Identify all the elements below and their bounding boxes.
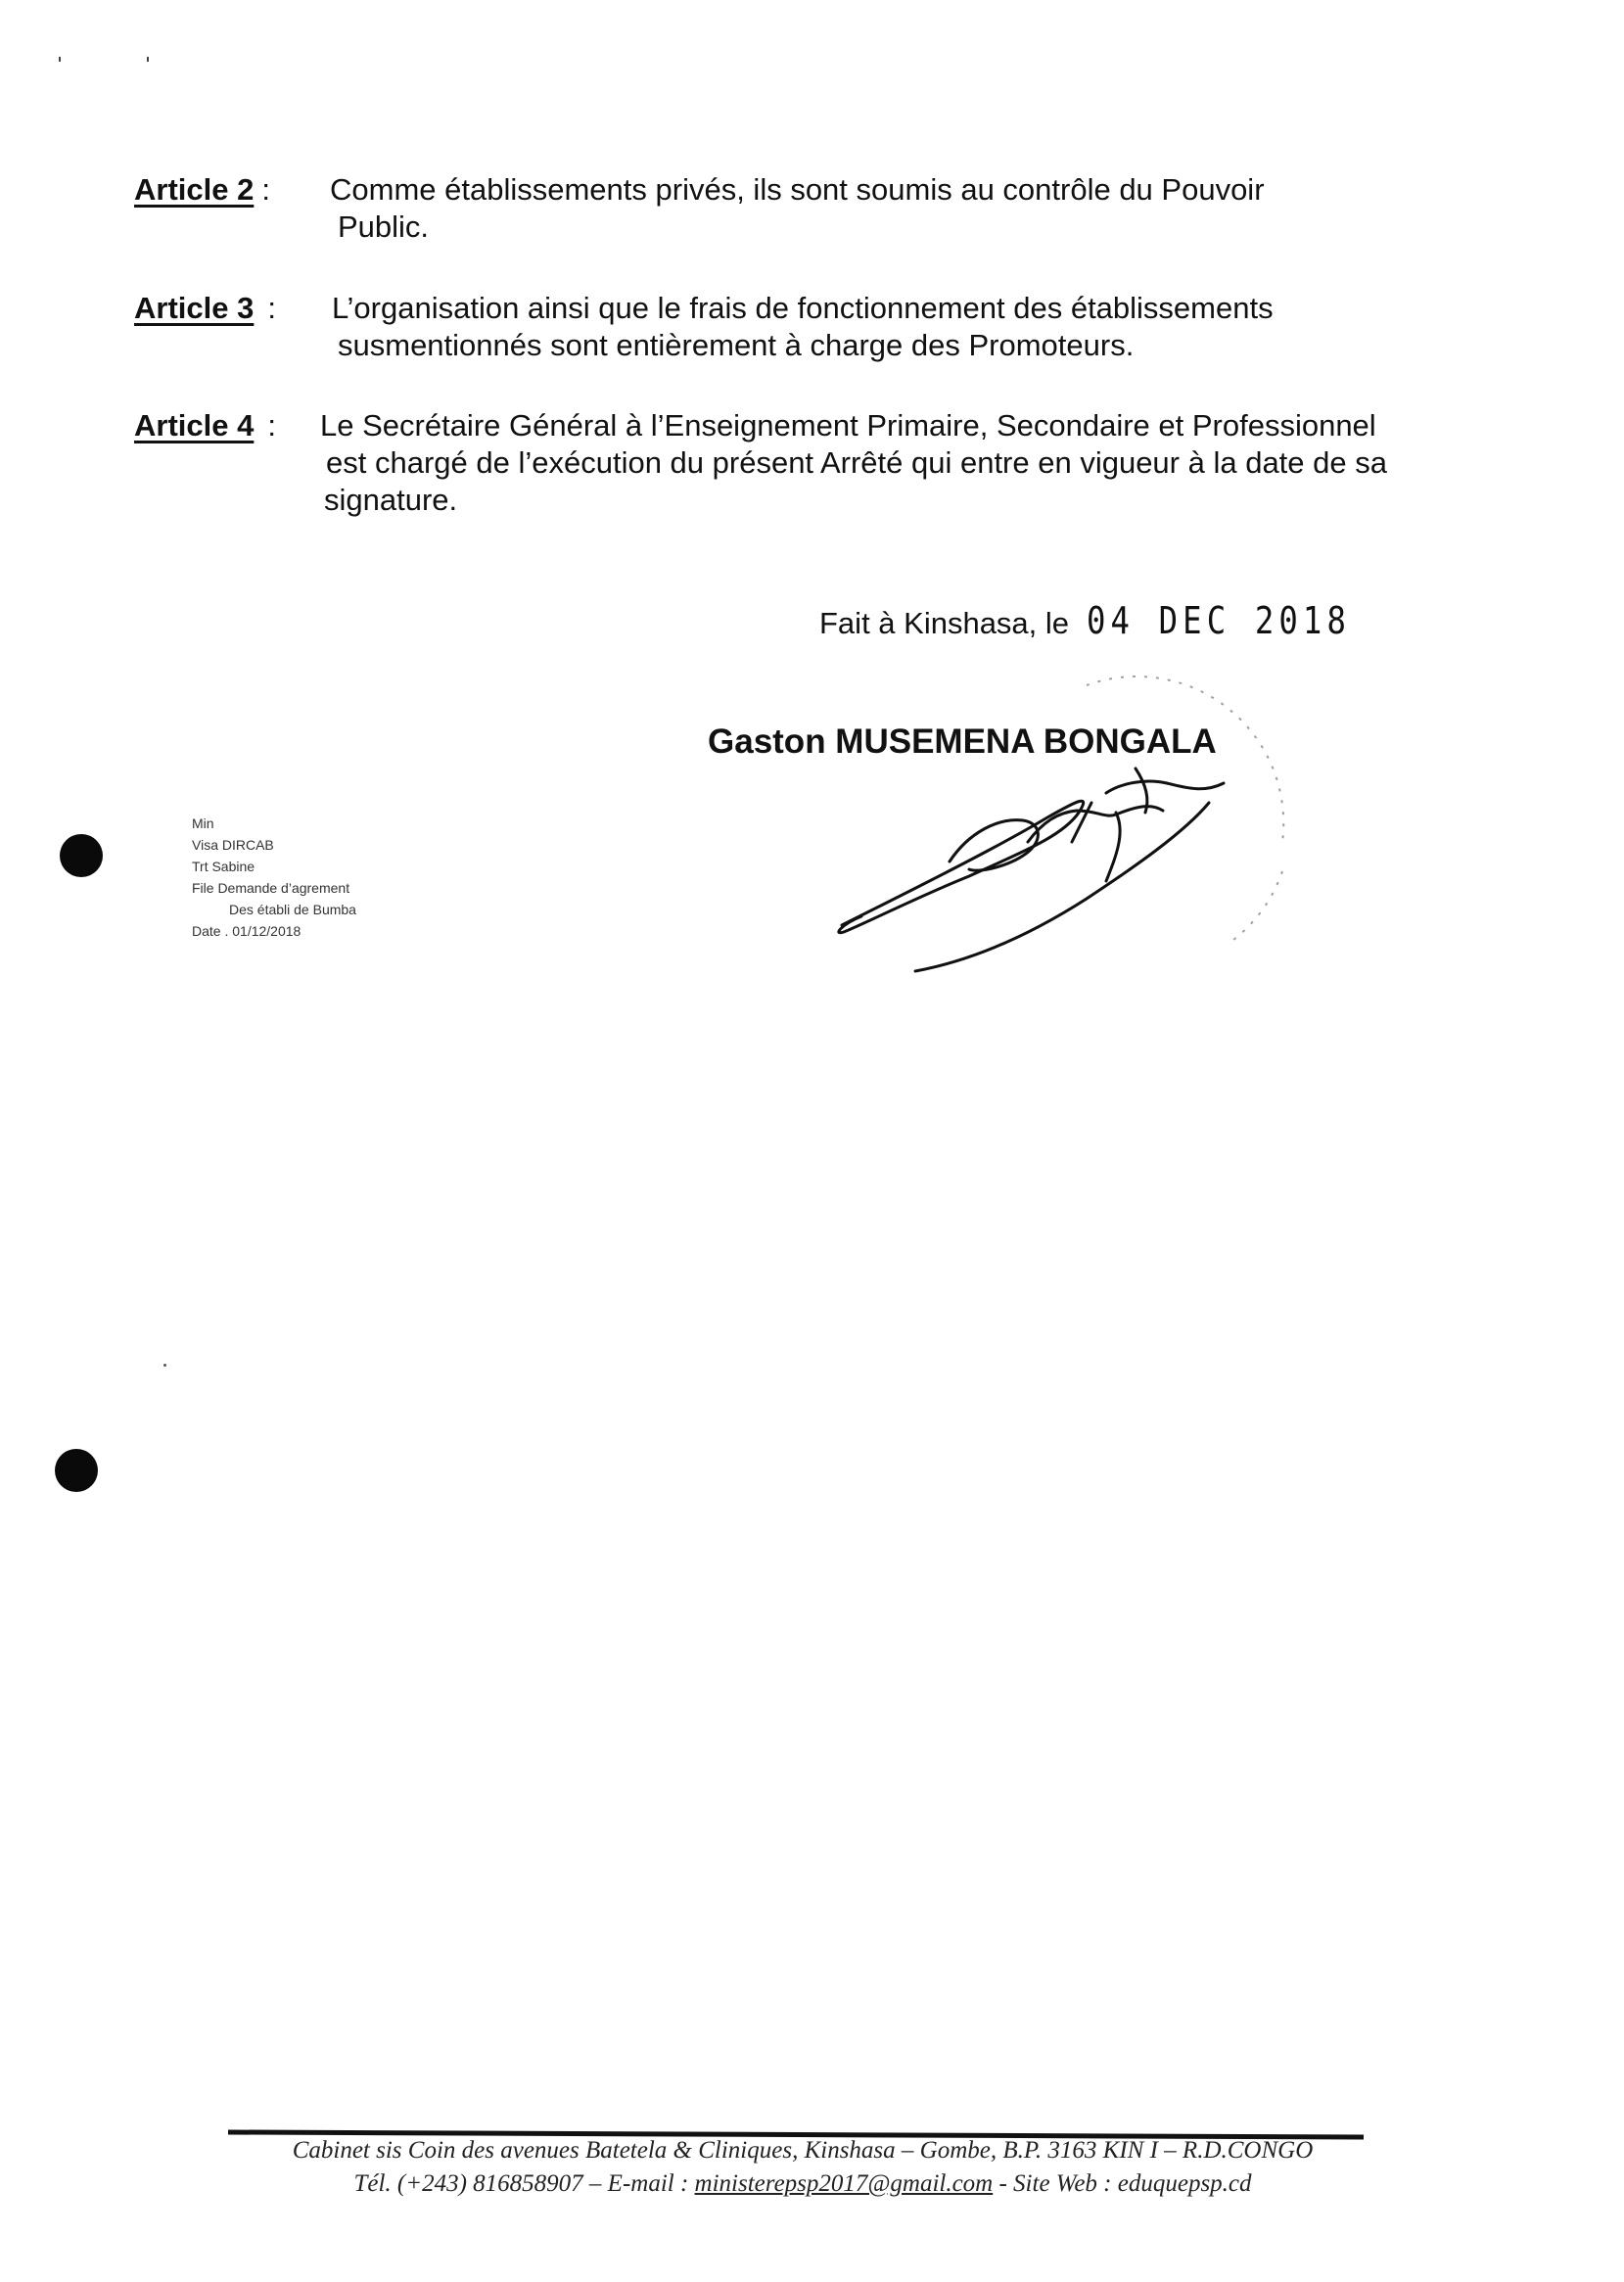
admin-note-line: Visa DIRCAB <box>192 837 274 853</box>
article-colon: : <box>261 172 270 207</box>
footer-address: Cabinet sis Coin des avenues Batetela & Cliniques, Kinshasa – Gombe, B.P. 3163 KIN I – R.D.CONGO <box>292 2137 1314 2164</box>
footer-phone: Tél. (+243) 816858907 – E-mail : <box>353 2170 689 2197</box>
footer-contact <box>196 2167 1410 2201</box>
admin-note-line: Des établi de Bumba <box>229 902 356 917</box>
article-line: signature. <box>324 483 458 517</box>
admin-routing-note <box>192 813 356 942</box>
article-heading <box>134 171 270 209</box>
article-colon: : <box>267 291 276 325</box>
admin-note-line: Date . 01/12/2018 <box>192 923 302 939</box>
scan-speck <box>147 57 149 62</box>
article-line: Public. <box>338 210 430 244</box>
scan-speck <box>59 57 61 62</box>
article-heading <box>134 290 276 327</box>
article-line: Comme établissements privés, ils sont soumis au contrôle du Pouvoir <box>330 172 1265 207</box>
admin-note-line: Min <box>192 815 214 831</box>
article-body <box>330 171 1505 246</box>
footer-site: - Site Web : eduquepsp.cd <box>998 2170 1252 2197</box>
article-line: est chargé de l’exécution du présent Arrêté qui entre en vigueur à la date de sa <box>326 445 1387 480</box>
article-label: Article 2 <box>134 172 255 207</box>
article-body <box>332 290 1507 364</box>
footer <box>196 2134 1410 2201</box>
article-line: Le Secrétaire Général à l’Enseignement Primaire, Secondaire et Professionnel <box>320 408 1376 442</box>
article-label: Article 4 <box>134 408 255 442</box>
footer-email-link[interactable]: ministerepsp2017@gmail.com <box>694 2170 994 2197</box>
article-body <box>320 407 1495 519</box>
admin-note-line: File Demande d’agrement <box>192 880 350 896</box>
article-line: L’organisation ainsi que le frais de fonctionnement des établissements <box>332 291 1274 325</box>
signatory-name: Gaston MUSEMENA BONGALA <box>708 722 1217 761</box>
signature-icon <box>822 646 1292 999</box>
punch-hole <box>55 1449 98 1492</box>
admin-note-line: Trt Sabine <box>192 859 255 874</box>
article-line: susmentionnés sont entièrement à charge des Promoteurs. <box>338 328 1135 362</box>
punch-hole <box>60 834 103 877</box>
signoff-date-line <box>819 601 1398 643</box>
date-stamp: 04 DEC 2018 <box>1087 599 1352 642</box>
article-heading <box>134 407 276 444</box>
signoff-place: Fait à Kinshasa, le <box>819 606 1070 640</box>
article-colon: : <box>267 408 276 442</box>
article-label: Article 3 <box>134 291 255 325</box>
scan-speck <box>163 1364 166 1367</box>
